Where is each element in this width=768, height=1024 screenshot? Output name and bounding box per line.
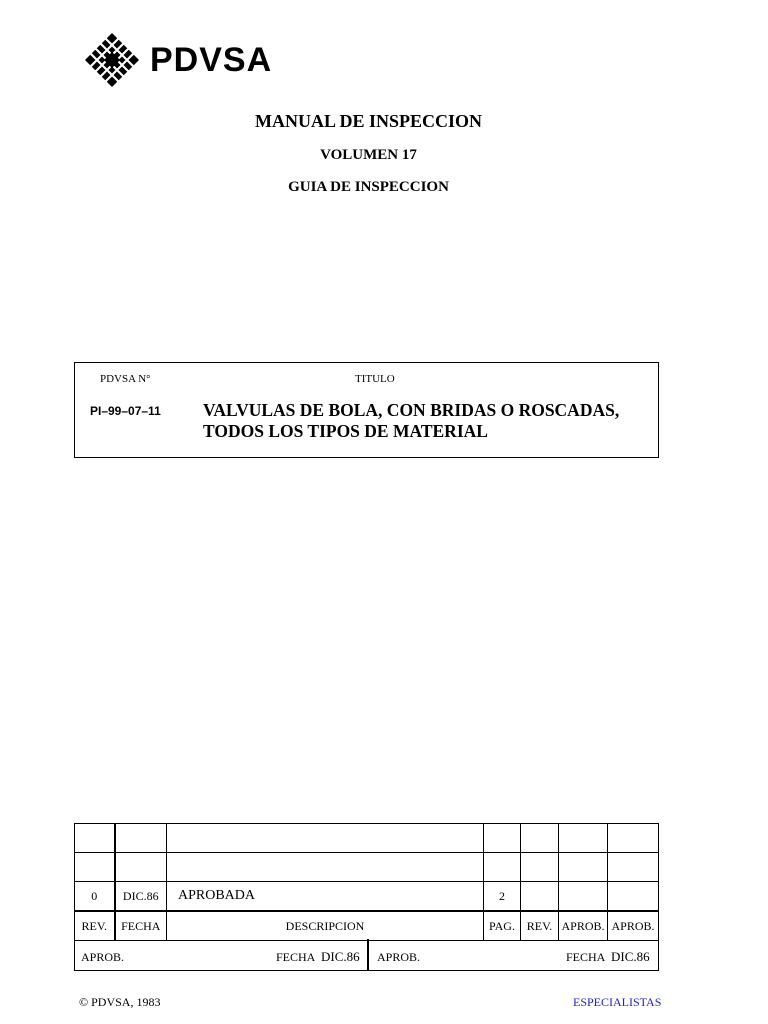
document-title bbox=[203, 400, 619, 442]
fecha-cell bbox=[115, 824, 167, 853]
document-number-label: PDVSA N° bbox=[100, 373, 151, 385]
brand-name: PDVSA bbox=[150, 40, 273, 79]
document-title-label: TITULO bbox=[355, 373, 395, 385]
description-cell bbox=[167, 853, 484, 882]
fecha-cell: DIC.86 bbox=[115, 882, 167, 912]
table-row bbox=[75, 882, 659, 912]
volume-title: VOLUMEN 17 bbox=[320, 147, 417, 163]
rev2-header: REV. bbox=[521, 911, 559, 941]
pag-header: PAG. bbox=[484, 911, 521, 941]
table-header-row bbox=[75, 911, 659, 941]
rev-header: REV. bbox=[75, 911, 115, 941]
document-number: PI–99–07–11 bbox=[90, 404, 161, 418]
aprob1-cell bbox=[559, 882, 608, 912]
revision-table bbox=[74, 823, 659, 941]
aprob1-cell bbox=[559, 824, 608, 853]
aprob2-header: APROB. bbox=[608, 911, 659, 941]
approval-right-label: APROB. bbox=[377, 950, 421, 964]
approval-row bbox=[74, 941, 659, 971]
approval-left-date: DIC.86 bbox=[321, 949, 360, 964]
aprob2-cell bbox=[608, 824, 659, 853]
table-row bbox=[75, 853, 659, 882]
document-title-box bbox=[74, 362, 659, 458]
rev2-cell bbox=[521, 882, 559, 912]
approval-left-label: APROB. bbox=[81, 950, 125, 964]
fecha-cell bbox=[115, 853, 167, 882]
fecha-header: FECHA bbox=[115, 911, 167, 941]
manual-title: MANUAL DE INSPECCION bbox=[254, 111, 483, 131]
rev2-cell bbox=[521, 824, 559, 853]
guide-title: GUIA DE INSPECCION bbox=[288, 179, 449, 195]
pdvsa-emblem-icon bbox=[84, 32, 140, 88]
description-header: DESCRIPCION bbox=[167, 911, 484, 941]
pag-cell bbox=[484, 824, 521, 853]
description-cell: APROBADA bbox=[167, 882, 484, 912]
pag-cell bbox=[484, 853, 521, 882]
rev-cell: 0 bbox=[75, 882, 115, 912]
aprob2-cell bbox=[608, 882, 659, 912]
aprob2-cell bbox=[608, 853, 659, 882]
rev-cell bbox=[75, 824, 115, 853]
description-cell bbox=[167, 824, 484, 853]
pag-cell: 2 bbox=[484, 882, 521, 912]
approval-left-date-label: FECHA bbox=[276, 950, 316, 964]
document-title-line-1: VALVULAS DE BOLA, CON BRIDAS O ROSCADAS, bbox=[203, 400, 620, 420]
aprob1-cell bbox=[559, 853, 608, 882]
approval-right-date-label: FECHA bbox=[566, 950, 606, 964]
document-title-line-2: TODOS LOS TIPOS DE MATERIAL bbox=[203, 421, 488, 441]
approval-right-date: DIC.86 bbox=[611, 949, 650, 964]
aprob1-header: APROB. bbox=[559, 911, 608, 941]
specialists-link[interactable]: ESPECIALISTAS bbox=[573, 995, 662, 1009]
rev-cell bbox=[75, 853, 115, 882]
divider bbox=[367, 939, 369, 970]
table-row bbox=[75, 824, 659, 853]
copyright: © PDVSA, 1983 bbox=[79, 995, 161, 1009]
pdvsa-logo bbox=[84, 30, 272, 90]
rev2-cell bbox=[521, 853, 559, 882]
